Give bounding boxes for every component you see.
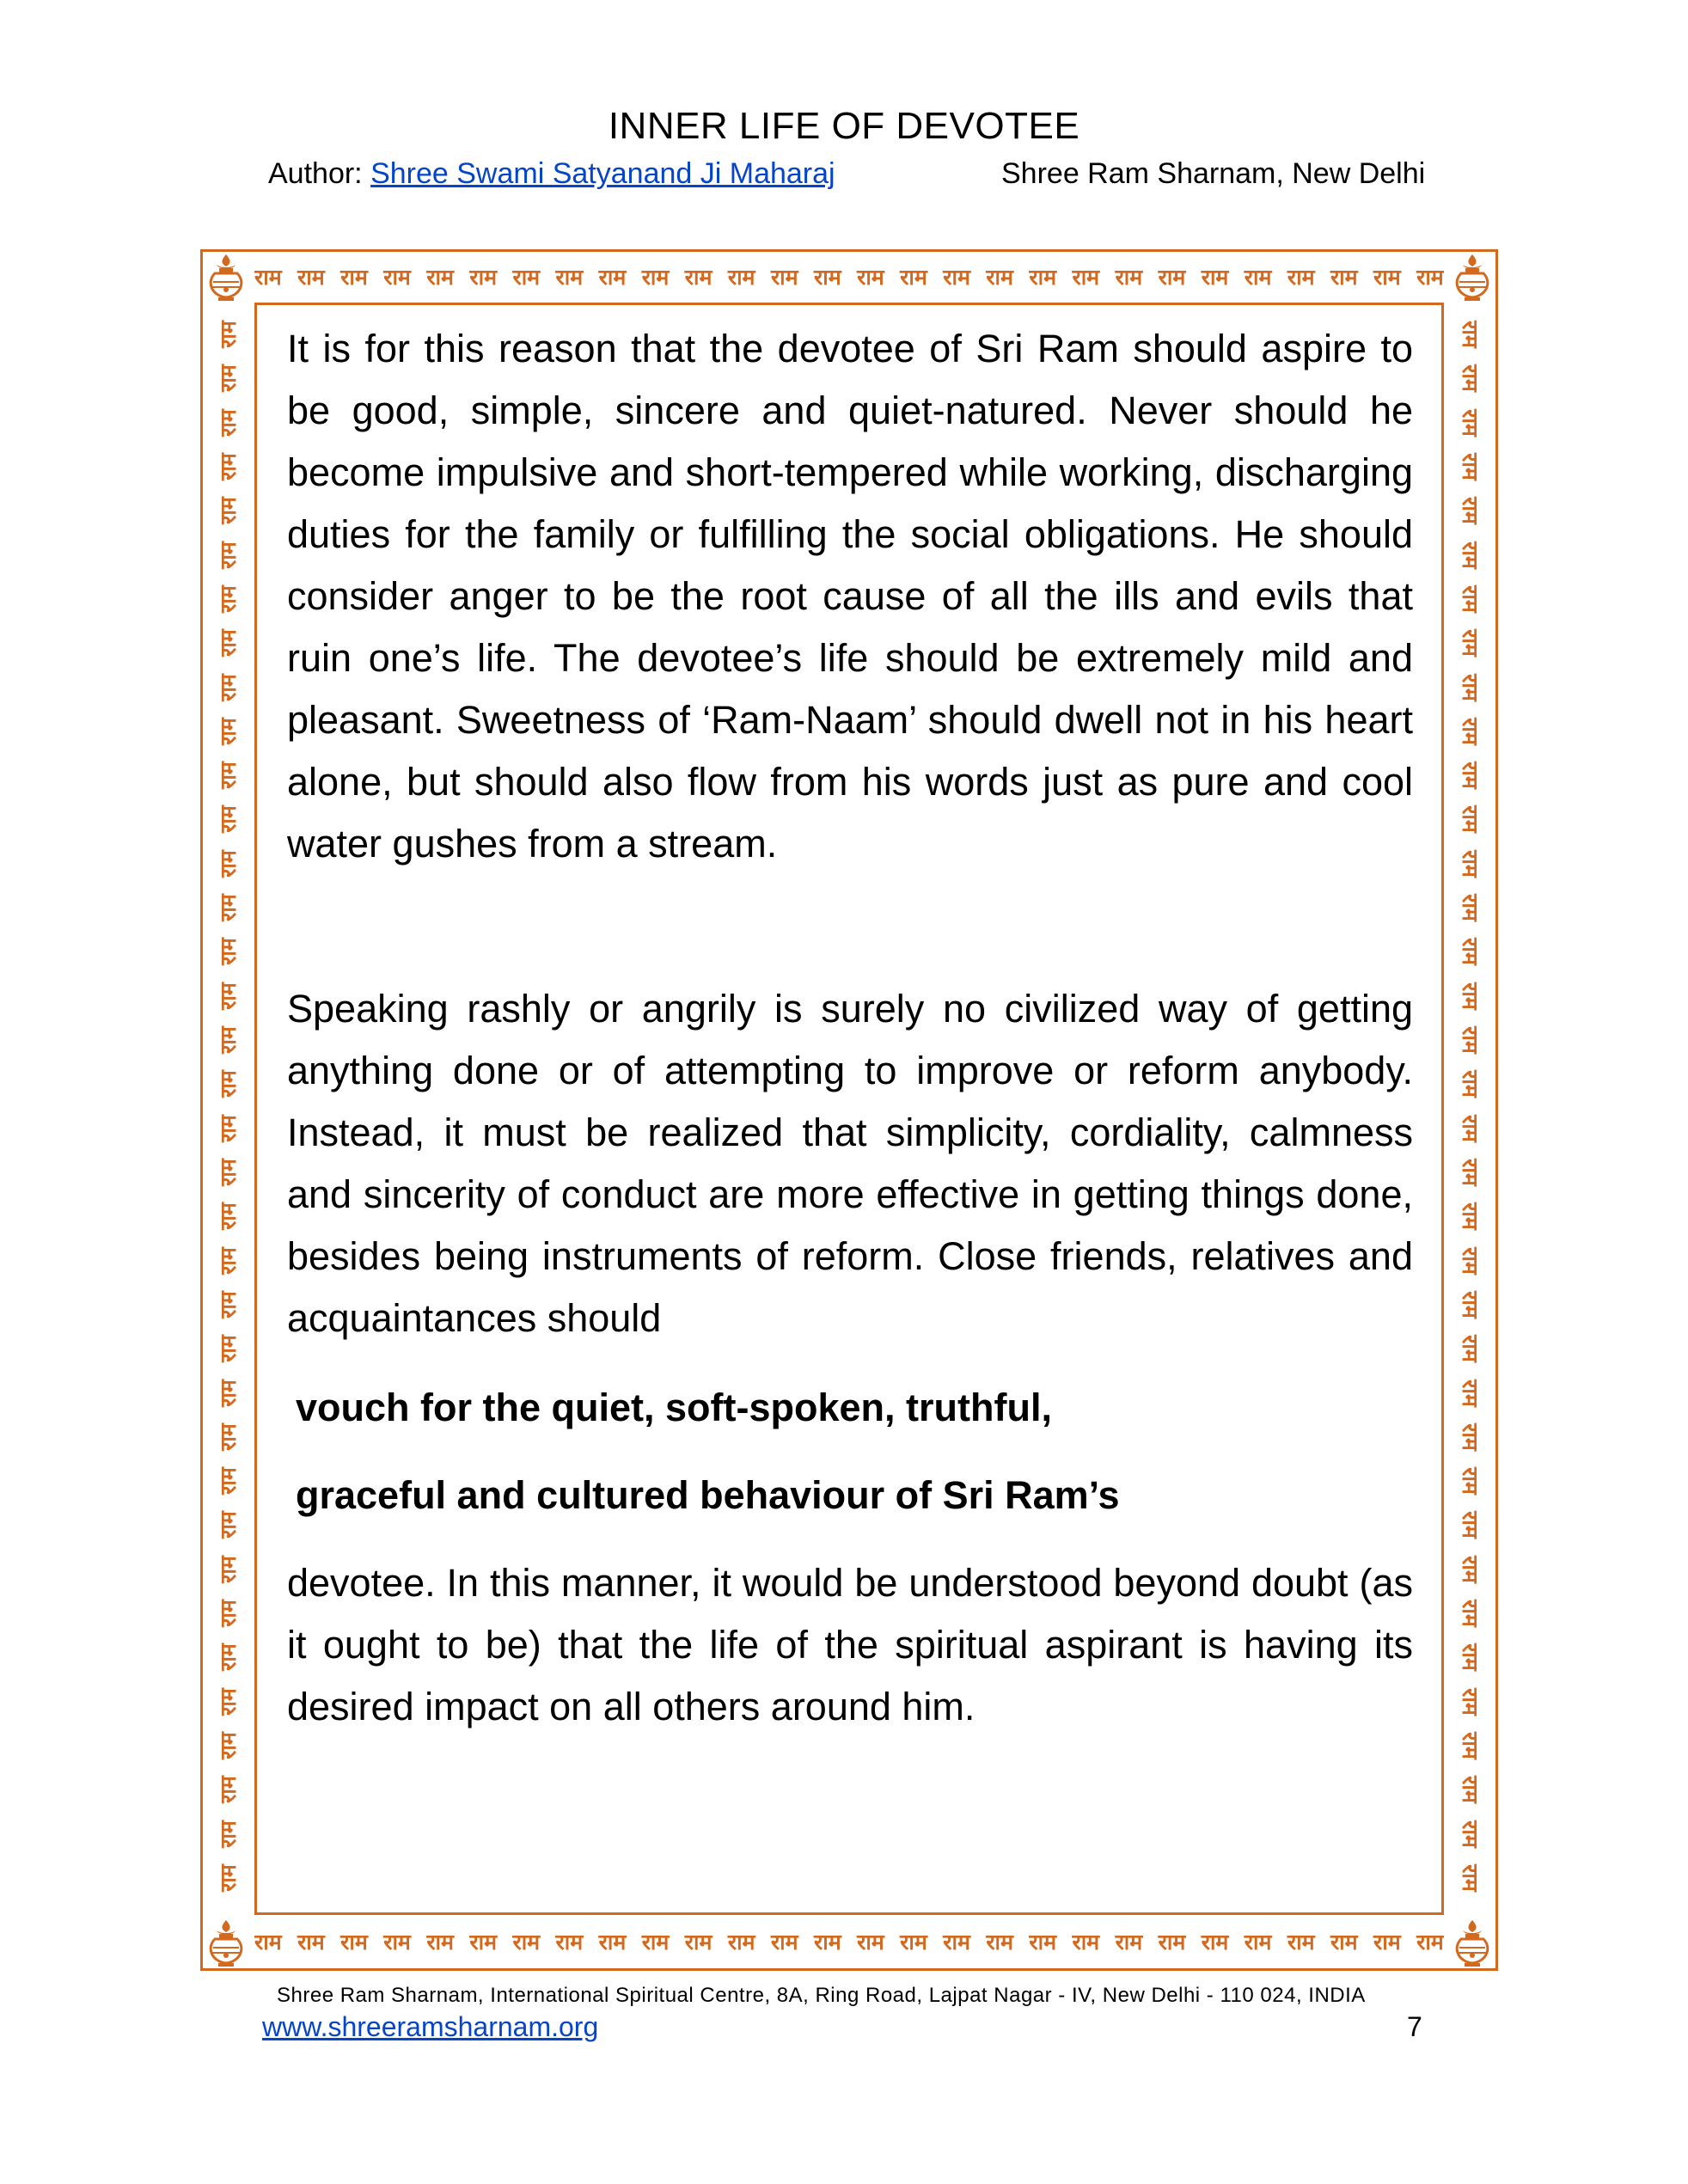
border-word: राम [1029,1930,1057,1955]
border-word: राम [1458,673,1483,701]
border-right-text [1449,320,1492,1893]
border-word: राम [216,1511,241,1539]
border-word: राम [216,408,241,437]
border-word: राम [216,321,241,348]
border-word: राम [1072,265,1100,290]
border-word: राम [216,1246,241,1275]
border-word: राम [469,265,498,290]
border-word: राम [1458,1159,1483,1186]
border-word: राम [1244,1930,1272,1955]
border-word: राम [1458,1202,1483,1231]
border-word: राम [1458,541,1483,569]
border-word: राम [598,265,627,290]
border-word: राम [216,762,241,789]
border-word: राम [986,265,1013,290]
border-word: राम [1458,1511,1483,1539]
border-word: राम [857,1930,884,1955]
border-word: राम [1458,585,1483,613]
author-line [268,157,835,191]
border-word: राम [1458,1776,1483,1804]
border-word: राम [555,265,584,290]
border-word: राम [1244,265,1272,290]
kalash-icon [203,1918,249,1968]
kalash-icon [203,253,249,303]
border-word: राम [857,265,884,290]
border-word: राम [1458,1026,1483,1054]
border-word: राम [216,585,241,613]
border-word: राम [814,1930,841,1955]
footer-address: Shree Ram Sharnam, International Spiritual Centre, 8A, Ring Road, Lajpat Nagar - IV, New Delhi - 110 024, INDIA [277,1984,1366,2007]
border-word: राम [1458,1467,1483,1495]
border-word: राम [814,265,841,290]
border-word: राम [340,265,368,290]
border-word: राम [1458,321,1483,348]
body-paragraph: Speaking rashly or angrily is surely no civilized way of getting anything done or of attempting to improve or reform anybody. Instead, it must be realized that simplicity, cordiality, calmness and sincerity of conduct are more effective in getting things done, besides being instruments of reform. Close friends, relatives and acquaintances should [287,987,1413,1340]
border-word: राम [1458,1422,1483,1451]
border-word: राम [1115,1930,1143,1955]
border-word: राम [216,938,241,966]
border-word: राम [1072,1930,1100,1955]
border-word: राम [216,1643,241,1672]
border-word: राम [770,265,798,290]
page-body [287,318,1413,1738]
border-word: राम [1458,762,1483,789]
border-word: राम [1458,453,1483,480]
border-word: राम [383,1930,411,1955]
page-number: 7 [1407,2011,1422,2042]
border-word: राम [943,1930,970,1955]
border-word: राम [216,894,241,921]
border-word: राम [1458,982,1483,1010]
border-word: राम [1287,265,1315,290]
border-word: राम [216,1291,241,1318]
border-word: राम [216,453,241,480]
border-word: राम [1458,1820,1483,1848]
border-word: राम [216,1070,241,1098]
border-top-text [254,255,1444,298]
border-word: राम [216,1600,241,1627]
border-word: राम [1115,265,1143,290]
kalash-icon [1449,253,1495,303]
border-word: राम [216,1202,241,1231]
border-left-text [206,320,249,1893]
bold-emphasis-line: vouch for the quiet, soft-spoken, truthful, [296,1386,1052,1429]
border-word: राम [1416,1930,1444,1955]
border-word: राम [1458,1600,1483,1627]
border-word: राम [216,497,241,525]
border-word: राम [216,1467,241,1495]
border-word: राम [216,1864,241,1892]
border-word: राम [1458,717,1483,745]
border-word: राम [1458,364,1483,393]
border-word: राम [1158,1930,1186,1955]
border-word: राम [1458,497,1483,525]
border-word: राम [900,1930,927,1955]
body-paragraph: devotee. In this manner, it would be understood beyond doubt (as it ought to be) that the life of the spiritual aspirant is having its desired impact on all others around him. [287,1561,1413,1728]
border-word: राम [1330,1930,1358,1955]
border-word: राम [297,1930,325,1955]
border-word: राम [216,1026,241,1054]
border-word: राम [1458,894,1483,921]
border-word: राम [1458,1864,1483,1892]
border-word: राम [340,1930,368,1955]
border-word: राम [216,1422,241,1451]
publisher-name: Shree Ram Sharnam, New Delhi [1001,157,1426,190]
border-word: राम [641,265,670,290]
border-word: राम [727,265,755,290]
border-word: राम [1416,265,1444,290]
border-word: राम [216,805,241,834]
border-word: राम [943,265,970,290]
border-word: राम [1458,1379,1483,1407]
border-word: राम [297,265,325,290]
border-word: राम [254,265,282,290]
border-word: राम [1458,1687,1483,1716]
border-word: राम [986,1930,1013,1955]
border-word: राम [216,1820,241,1848]
border-word: राम [216,364,241,393]
border-word: राम [1373,265,1401,290]
border-word: राम [426,1930,454,1955]
border-word: राम [1158,265,1186,290]
border-word: राम [216,1687,241,1716]
border-word: राम [1029,265,1057,290]
border-word: राम [1287,1930,1315,1955]
border-word: राम [1458,1732,1483,1759]
border-word: राम [641,1930,670,1955]
border-word: राम [469,1930,498,1955]
border-word: राम [555,1930,584,1955]
border-word: राम [216,849,241,878]
border-word: राम [216,541,241,569]
border-word: राम [1458,1246,1483,1275]
border-word: राम [216,1159,241,1186]
border-word: राम [216,673,241,701]
border-word: राम [1458,849,1483,878]
border-word: राम [216,717,241,745]
document-title: INNER LIFE OF DEVOTEE [608,105,1080,147]
bold-emphasis-line: graceful and cultured behaviour of Sri Ram’s [296,1473,1120,1517]
border-word: राम [512,265,541,290]
border-word: राम [770,1930,798,1955]
border-word: राम [1458,1335,1483,1363]
border-word: राम [1373,1930,1401,1955]
border-word: राम [216,1335,241,1363]
border-word: राम [684,1930,713,1955]
border-word: राम [216,1776,241,1804]
border-word: राम [1458,938,1483,966]
border-bottom-text [254,1920,1444,1963]
border-word: राम [216,629,241,658]
border-word: राम [383,265,411,290]
border-word: राम [1458,805,1483,834]
border-word: राम [254,1930,282,1955]
border-word: राम [216,982,241,1010]
author-link[interactable]: Shree Swami Satyanand Ji Maharaj [370,157,835,190]
kalash-icon [1449,1918,1495,1968]
border-word: राम [1458,1291,1483,1318]
border-word: राम [1458,408,1483,437]
border-word: राम [216,1114,241,1142]
border-word: राम [216,1555,241,1583]
border-word: राम [1458,629,1483,658]
body-paragraph: It is for this reason that the devotee of Sri Ram should aspire to be good, simple, sincere and quiet-natured. Never should he become impulsive and short-tempered while working, discharging duties for the family or fulfilling the social obligations. He should consider anger to be the root cause of all the ills and evils that ruin one’s life. The devotee’s life should be extremely mild and pleasant. Sweetness of ‘Ram-Naam’ should dwell not in his heart alone, but should also flow from his words just as pure and cool water gushes from a stream. [287,327,1413,866]
border-word: राम [1458,1555,1483,1583]
border-word: राम [1458,1114,1483,1142]
border-word: राम [1458,1643,1483,1672]
border-word: राम [426,265,454,290]
border-word: राम [1458,1070,1483,1098]
border-word: राम [216,1732,241,1759]
website-link[interactable]: www.shreeramsharnam.org [262,2011,599,2042]
border-word: राम [727,1930,755,1955]
border-word: राम [684,265,713,290]
border-word: राम [900,265,927,290]
border-word: राम [598,1930,627,1955]
author-label: Author: [268,157,363,190]
border-word: राम [216,1379,241,1407]
border-word: राम [512,1930,541,1955]
border-word: राम [1330,265,1358,290]
border-word: राम [1201,265,1229,290]
border-word: राम [1201,1930,1229,1955]
